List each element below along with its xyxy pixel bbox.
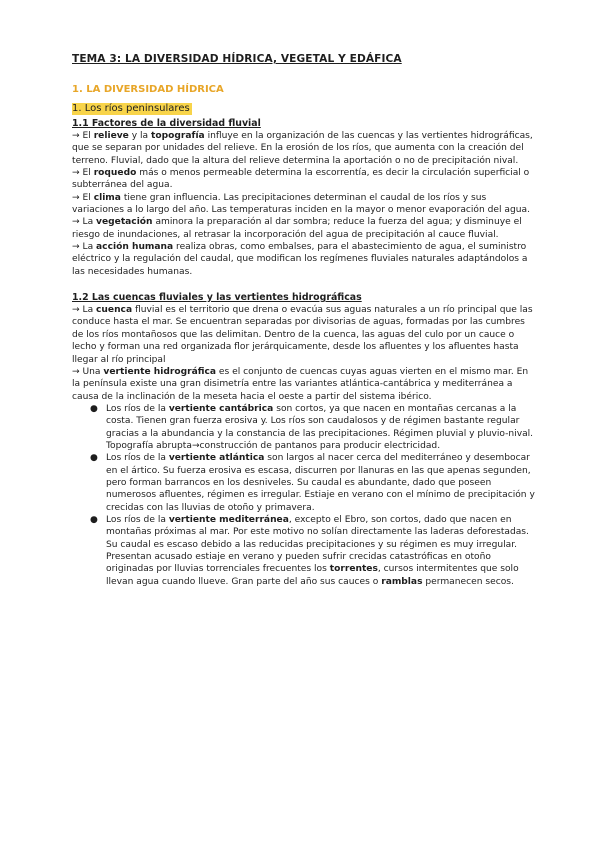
paragraph-vegetacion: → La vegetación aminora la preparación al dar sombra; reduce la fuerza del agua; y disminuye el riesgo de inundaciones, al retrasar la incorporación del agua de precipitación al cauce fluvial. — [72, 217, 522, 240]
paragraph-accion-humana: → La acción humana realiza obras, como embalses, para el abastecimiento de agua, el suministro eléctrico y la regulación del caudal, que modifican los regímenes fluviales naturales adaptándolos a las necesidades humanas. — [72, 242, 528, 277]
term-vegetacion: vegetación — [96, 217, 153, 228]
term-roquedo: roquedo — [93, 168, 137, 179]
term-relieve: relieve — [93, 131, 129, 141]
term-vertiente-cantabrica: vertiente cantábrica — [168, 403, 274, 414]
bullet-icon: ● — [90, 453, 98, 464]
list-item-cantabrica: ● Los ríos de la vertiente cantábrica son cortos, ya que nacen en montañas cercanas a la costa. Tienen gran fuerza erosiva y. Los ríos son caudalosos y de régimen bastante regular gracias a la abundancia y la constancia de las precipitaciones. Régimen pluvial y pluvio-nival. Topografía abrupta→construcción de pantanos para producir electricidad. — [90, 403, 534, 451]
page-title: TEMA 3: LA DIVERSIDAD HÍDRICA, VEGETAL Y EDÁFICA — [72, 53, 402, 65]
term-vertiente-atlantica: vertiente atlántica — [168, 453, 265, 464]
list-item-atlantica: ● Los ríos de la vertiente atlántica son largos al nacer cerca del mediterráneo y desembocar en el ártico. Su fuerza erosiva es escasa, discurren por llanuras en las que apenas segunden, pero forman barrancos en los desniveles. Su caudal es abundante, dado que poseen numerosos afluentes, régimen es irregular. Estiaje en verano con el mínimo de precipitación y crecidas con las lluvias de otoño y primavera. — [90, 453, 535, 513]
paragraph-relieve: → El relieve y la topografía influye en la organización de las cuencas y las vertientes hidrográficas, que se separan por unidades del relieve. En la erosión de los ríos, que aumenta con la creación del terreno. Fluvial, dado que la altura del relieve determina la aportación o no de precipitación nival. — [72, 131, 533, 166]
term-cuenca: cuenca — [96, 305, 133, 316]
term-ramblas: ramblas — [381, 576, 423, 587]
paragraph-roquedo: → El roquedo más o menos permeable determina la escorrentía, es decir la circulación superficial o subterránea del agua. — [72, 168, 530, 191]
bullet-icon: ● — [90, 403, 98, 414]
subsection-rios-peninsulares-highlighted: 1. Los ríos peninsulares — [72, 103, 190, 114]
term-vertiente-mediterranea: vertiente mediterránea — [168, 514, 289, 525]
bullet-icon: ● — [90, 514, 98, 525]
vertientes-bullet-list — [72, 403, 600, 588]
paragraph-cuenca: → La cuenca fluvial es el territorio que drena o evacúa sus aguas naturales a un río principal que las conduce hasta el mar. Se encuentran separadas por divisorias de aguas, formadas por las cumbres de los ríos montañosos que las delimitan. Dentro de la cuenca, las aguas del culo por un cauce o lecho y forman una red organizada flor jerárquicamente, desde los afluentes y los afluentes hasta llegar al río principal — [72, 305, 533, 365]
paragraph-clima: → El clima tiene gran influencia. Las precipitaciones determinan el caudal de los ríos y sus variaciones a lo largo del año. Las temperaturas inciden en la mayor o menor evaporación del agua. — [72, 192, 530, 216]
list-item-mediterranea: ● Los ríos de la vertiente mediterránea, excepto el Ebro, son cortos, dado que nacen en montañas próximas al mar. Por este motivo no solían directamente las laderas deforestadas. Su caudal es escaso debido a las reducidas precipitaciones y su régimen es muy irregular. Presentan acusado estiaje en verano y pueden sufrir crecidas catastróficas en otoño originadas por lluvias torrenciales frecuentes los torrentes, cursos intermitentes que solo llevan agua cuando llueve. Gran parte del año sus cauces o ramblas permanecen secos. — [90, 514, 529, 587]
term-topografia: topografía — [151, 131, 205, 141]
term-vertiente-hidrografica: vertiente hidrográfica — [103, 366, 217, 377]
term-accion-humana: acción humana — [96, 242, 174, 253]
term-clima: clima — [93, 192, 121, 203]
heading-cuencas-vertientes: 1.2 Las cuencas fluviales y las vertientes hidrográficas — [72, 292, 362, 304]
term-torrentes: torrentes — [329, 564, 378, 575]
heading-factores-diversidad-fluvial: 1.1 Factores de la diversidad fluvial — [72, 118, 261, 129]
section-heading-diversidad-hidrica: 1. LA DIVERSIDAD HÍDRICA — [72, 84, 224, 95]
paragraph-vertiente: → Una vertiente hidrográfica es el conjunto de cuencas cuyas aguas vierten en el mismo mar. En la península existe una gran disimetría entre las variantes atlántica-cantábrica y mediterránea a causa de la inclinación de la meseta hacia el oeste a partir del sistema ibérico. — [72, 366, 529, 402]
